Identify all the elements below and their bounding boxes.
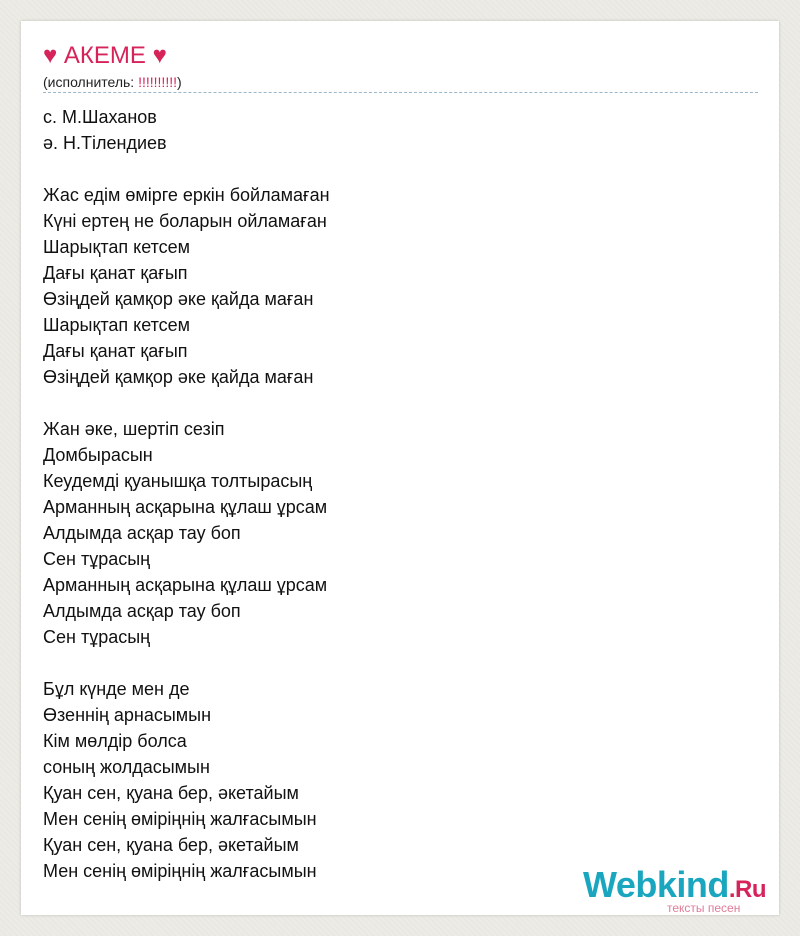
artist-name-link[interactable]: !!!!!!!!!!	[138, 74, 177, 90]
lyrics-card	[21, 21, 779, 915]
logo-tagline: тексты песен	[667, 901, 741, 915]
lyrics-text: с. М.Шаханов ә. Н.Тілендиев Жас едім өмірге еркін бойламаған Күні ертең не боларын ойламаған Шарықтап кетсем Дағы қанат қағып Өзіңдей қамқор әке қайда маған Шарықтап кетсем Дағы қанат қағып Өзіңдей қамқор әке қайда маған Жан әке, шертіп сезіп Домбырасын Кеудемді қуанышқа толтырасың Арманның асқарына құлаш ұрсам Алдымда асқар тау боп Сен тұрасың Арманның асқарына құлаш ұрсам Алдымда асқар тау боп Сен тұрасың Бұл күнде мен де Өзеннің арнасымын Кім мөлдір болса соның жолдасымын Қуан сен, қуана бер, әкетайым Мен сенің өміріңнің жалғасымын Қуан сен, қуана бер, әкетайым Мен сенің өміріңнің жалғасымын	[43, 107, 330, 881]
logo-name: Webkind	[583, 864, 729, 905]
logo-tld: .Ru	[728, 876, 767, 903]
webkind-logo[interactable]	[583, 865, 783, 917]
artist-suffix: )	[177, 74, 182, 90]
song-title: ♥ АКЕМЕ ♥	[43, 42, 167, 69]
artist-line	[43, 73, 182, 91]
title-divider	[43, 92, 758, 93]
artist-prefix: (исполнитель:	[43, 74, 139, 90]
